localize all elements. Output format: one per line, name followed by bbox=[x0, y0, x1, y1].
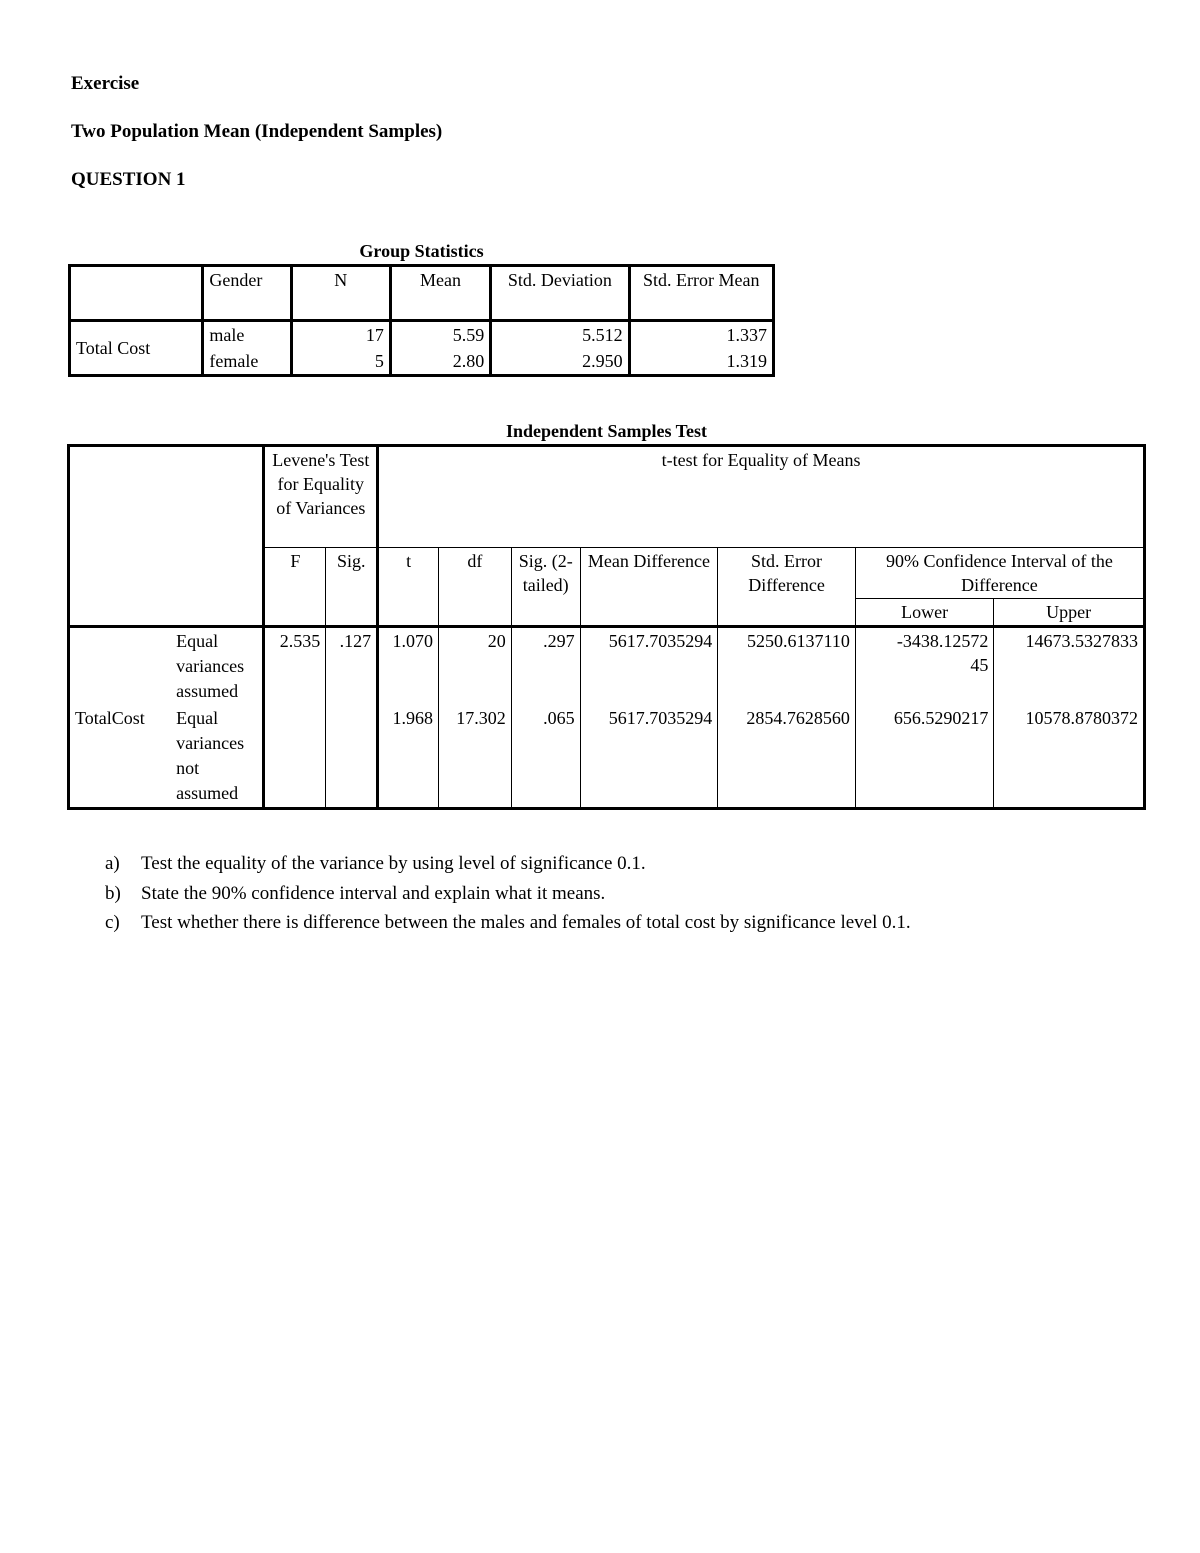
cell-std-error-difference: 5250.6137110 bbox=[718, 627, 856, 706]
cell-n: 5 bbox=[291, 348, 390, 376]
cell-mean: 5.59 bbox=[390, 321, 490, 349]
col-std-error-difference: Std. Error Difference bbox=[718, 548, 856, 627]
col-mean-difference: Mean Difference bbox=[580, 548, 718, 627]
cell-se: 1.319 bbox=[629, 348, 773, 376]
cell-df: 17.302 bbox=[439, 705, 512, 809]
corner-cell bbox=[69, 446, 264, 627]
question-text: Test whether there is difference between the males and females of total cost by significance level 0.1. bbox=[141, 912, 911, 933]
question-label: b) bbox=[105, 882, 121, 904]
cell-mean: 2.80 bbox=[390, 348, 490, 376]
ttest-header: t-test for Equality of Means bbox=[378, 446, 1145, 548]
question-list bbox=[105, 853, 911, 942]
cell-sig: .127 bbox=[326, 627, 378, 706]
question-text: State the 90% confidence interval and explain what it means. bbox=[141, 882, 606, 904]
question-label: c) bbox=[105, 912, 120, 933]
cell-upper: 10578.8780372 bbox=[994, 705, 1145, 809]
row-label-equal-variances-assumed: Equal variances assumed bbox=[171, 627, 264, 706]
cell-upper: 14673.5327833 bbox=[994, 627, 1145, 706]
col-upper: Upper bbox=[994, 599, 1145, 627]
list-item bbox=[105, 912, 911, 942]
table-row bbox=[69, 627, 1145, 706]
cell-sig bbox=[326, 705, 378, 809]
question-heading: QUESTION 1 bbox=[71, 169, 186, 190]
cell-f: 2.535 bbox=[264, 627, 326, 706]
col-f: F bbox=[264, 548, 326, 627]
table-row bbox=[70, 321, 774, 349]
cell-lower: -3438.1257245 bbox=[855, 627, 993, 706]
col-lower: Lower bbox=[855, 599, 993, 627]
cell-sd: 5.512 bbox=[491, 321, 629, 349]
col-mean: Mean bbox=[390, 266, 490, 321]
group-statistics-table bbox=[68, 264, 775, 377]
cell-sd: 2.950 bbox=[491, 348, 629, 376]
cell-sig-2-tailed: .297 bbox=[511, 627, 580, 706]
independent-samples-table bbox=[67, 444, 1146, 810]
row-label-total-cost: Total Cost bbox=[70, 321, 203, 376]
cell-df: 20 bbox=[439, 627, 512, 706]
table-row bbox=[69, 705, 1145, 809]
col-sig: Sig. bbox=[326, 548, 378, 627]
col-df: df bbox=[439, 548, 512, 627]
cell-lower: 656.5290217 bbox=[855, 705, 993, 809]
cell-mean-difference: 5617.7035294 bbox=[580, 627, 718, 706]
cell-gender: male bbox=[203, 321, 291, 349]
col-n: N bbox=[291, 266, 390, 321]
question-text: Test the equality of the variance by using level of significance 0.1. bbox=[141, 853, 646, 874]
col-confidence-interval: 90% Confidence Interval of the Difference bbox=[855, 548, 1144, 599]
cell-gender: female bbox=[203, 348, 291, 376]
levene-header: Levene's Test for Equality of Variances bbox=[264, 446, 378, 548]
cell-f bbox=[264, 705, 326, 809]
row-label-totalcost: TotalCost bbox=[69, 627, 172, 809]
header-row-groups bbox=[69, 446, 1145, 548]
exercise-heading: Exercise bbox=[71, 73, 140, 94]
col-gender: Gender bbox=[203, 266, 291, 321]
list-item bbox=[105, 853, 911, 883]
col-sig-2-tailed: Sig. (2-tailed) bbox=[511, 548, 580, 627]
cell-t: 1.070 bbox=[378, 627, 439, 706]
table-header-row bbox=[70, 266, 774, 321]
cell-t: 1.968 bbox=[378, 705, 439, 809]
corner-cell bbox=[70, 266, 203, 321]
topic-heading: Two Population Mean (Independent Samples) bbox=[71, 121, 443, 142]
cell-mean-difference: 5617.7035294 bbox=[580, 705, 718, 809]
col-std-error-mean: Std. Error Mean bbox=[629, 266, 773, 321]
row-label-equal-variances-not-assumed: Equal variances not assumed bbox=[171, 705, 264, 809]
question-label: a) bbox=[105, 853, 120, 874]
col-t: t bbox=[378, 548, 439, 627]
cell-sig-2-tailed: .065 bbox=[511, 705, 580, 809]
cell-std-error-difference: 2854.7628560 bbox=[718, 705, 856, 809]
list-item bbox=[105, 883, 911, 913]
cell-se: 1.337 bbox=[629, 321, 773, 349]
independent-samples-title: Independent Samples Test bbox=[505, 421, 708, 441]
cell-n: 17 bbox=[291, 321, 390, 349]
col-std-deviation: Std. Deviation bbox=[491, 266, 629, 321]
group-statistics-title: Group Statistics bbox=[359, 241, 484, 261]
